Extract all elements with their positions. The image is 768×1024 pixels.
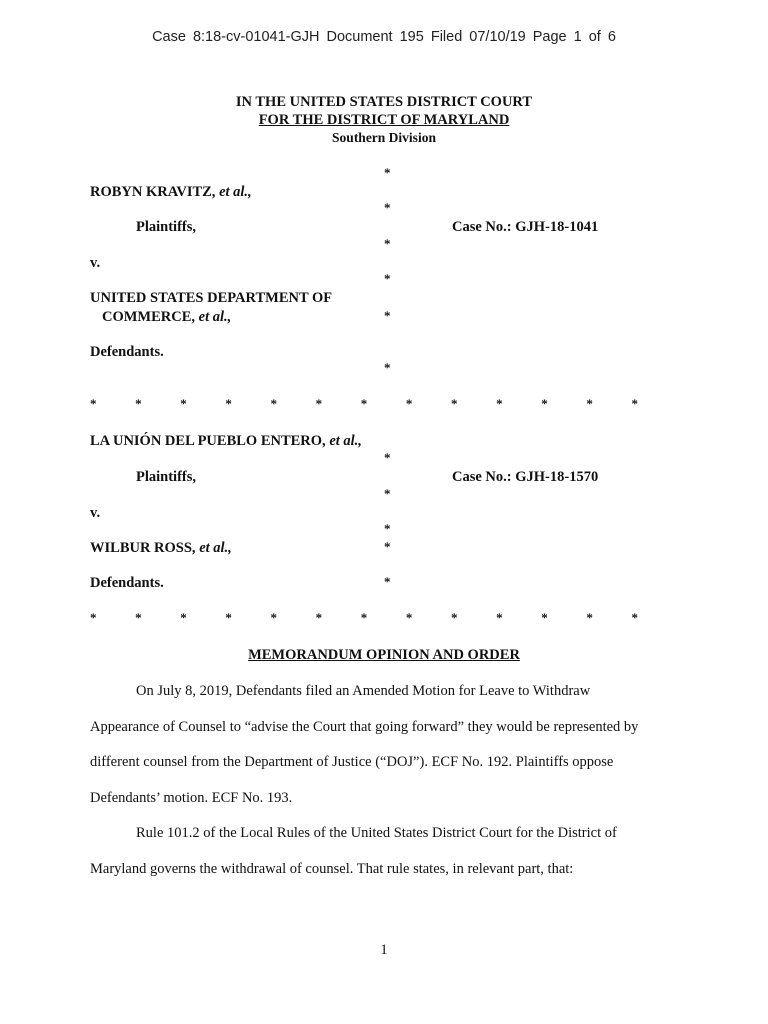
separator-star: * — [90, 396, 97, 411]
caption-star: * — [384, 486, 391, 501]
separator-star: * — [451, 610, 458, 625]
caption-star: * — [384, 539, 391, 554]
caption-star: * — [384, 521, 391, 536]
case2-defendant-etal: et al., — [199, 540, 232, 556]
case2-plaintiffs-label: Plaintiffs, — [136, 469, 197, 485]
caption-star: * — [384, 574, 391, 589]
separator-star: * — [496, 610, 503, 625]
case1-plaintiff-name: ROBYN KRAVITZ, — [90, 184, 220, 200]
separator-star: * — [225, 610, 232, 625]
case1-plaintiff-etal: et al., — [219, 184, 252, 200]
paragraph-line: different counsel from the Department of Justice (“DOJ”). ECF No. 192. Plaintiffs oppose — [90, 754, 614, 770]
separator-star: * — [586, 610, 593, 625]
case2-versus: v. — [90, 505, 101, 521]
case2-defendants-label: Defendants. — [90, 575, 164, 591]
caption-star: * — [384, 271, 391, 286]
case2-plaintiff — [90, 433, 362, 450]
separator-star: * — [360, 610, 368, 625]
case1-versus: v. — [90, 255, 101, 271]
star-separator-row — [90, 610, 638, 626]
case1-defendant-etal: et al., — [198, 309, 232, 325]
caption-star: * — [384, 360, 391, 375]
separator-star: * — [451, 396, 458, 411]
separator-star: * — [180, 396, 187, 411]
case1-plaintiffs-label: Plaintiffs, — [136, 219, 197, 235]
case1-defendant-line1: UNITED STATES DEPARTMENT OF — [90, 290, 333, 306]
case1-case-number: Case No.: GJH-18-1041 — [452, 219, 599, 235]
case1-plaintiff — [90, 184, 252, 201]
separator-star: * — [541, 396, 548, 411]
paragraph-line: Maryland governs the withdrawal of counsel. That rule states, in relevant part, that: — [90, 861, 574, 877]
case1-defendant-name: COMMERCE, — [102, 309, 199, 325]
page-number: 1 — [380, 942, 388, 958]
star-separator-row — [90, 396, 638, 412]
separator-star: * — [315, 610, 323, 625]
caption-star: * — [384, 200, 391, 215]
separator-star: * — [225, 396, 232, 411]
separator-star: * — [496, 396, 503, 411]
separator-star: * — [270, 610, 277, 625]
paragraph-line: On July 8, 2019, Defendants filed an Amended Motion for Leave to Withdraw — [136, 683, 591, 699]
separator-star: * — [405, 396, 413, 411]
separator-star: * — [631, 610, 638, 625]
court-district — [0, 112, 768, 129]
separator-star: * — [135, 610, 142, 625]
paragraph-line: Defendants’ motion. ECF No. 193. — [90, 790, 293, 806]
separator-star: * — [180, 610, 187, 625]
case2-plaintiff-etal: et al., — [329, 433, 362, 449]
separator-star: * — [360, 396, 368, 411]
case2-case-number: Case No.: GJH-18-1570 — [452, 469, 599, 485]
separator-star: * — [90, 610, 97, 625]
court-division: Southern Division — [332, 130, 436, 145]
caption-star: * — [384, 236, 391, 251]
document-title-text: MEMORANDUM OPINION AND ORDER — [248, 647, 520, 663]
case1-defendant-line2 — [102, 309, 231, 326]
separator-star: * — [631, 396, 638, 411]
separator-star: * — [586, 396, 593, 411]
court-name: IN THE UNITED STATES DISTRICT COURT — [235, 94, 533, 110]
case1-defendants-label: Defendants. — [90, 344, 164, 360]
caption-star: * — [384, 450, 391, 465]
separator-star: * — [315, 396, 323, 411]
separator-star: * — [405, 610, 413, 625]
paragraph-line: Appearance of Counsel to “advise the Court that going forward” they would be represented by — [90, 719, 639, 735]
separator-star: * — [135, 396, 142, 411]
separator-star: * — [270, 396, 277, 411]
caption-star: * — [384, 165, 391, 180]
case-header-stamp: Case 8:18-cv-01041-GJH Document 195 Filed 07/10/19 Page 1 of 6 — [152, 29, 616, 45]
paragraph-line: Rule 101.2 of the Local Rules of the United States District Court for the District of — [136, 825, 617, 841]
document-title — [0, 647, 768, 664]
caption-star: * — [384, 308, 391, 323]
court-district-text: FOR THE DISTRICT OF MARYLAND — [258, 112, 510, 128]
case2-defendant-name: WILBUR ROSS, — [90, 540, 200, 556]
case2-plaintiff-name: LA UNIÓN DEL PUEBLO ENTERO, — [90, 433, 330, 449]
case2-defendant — [90, 540, 232, 557]
separator-star: * — [541, 610, 548, 625]
